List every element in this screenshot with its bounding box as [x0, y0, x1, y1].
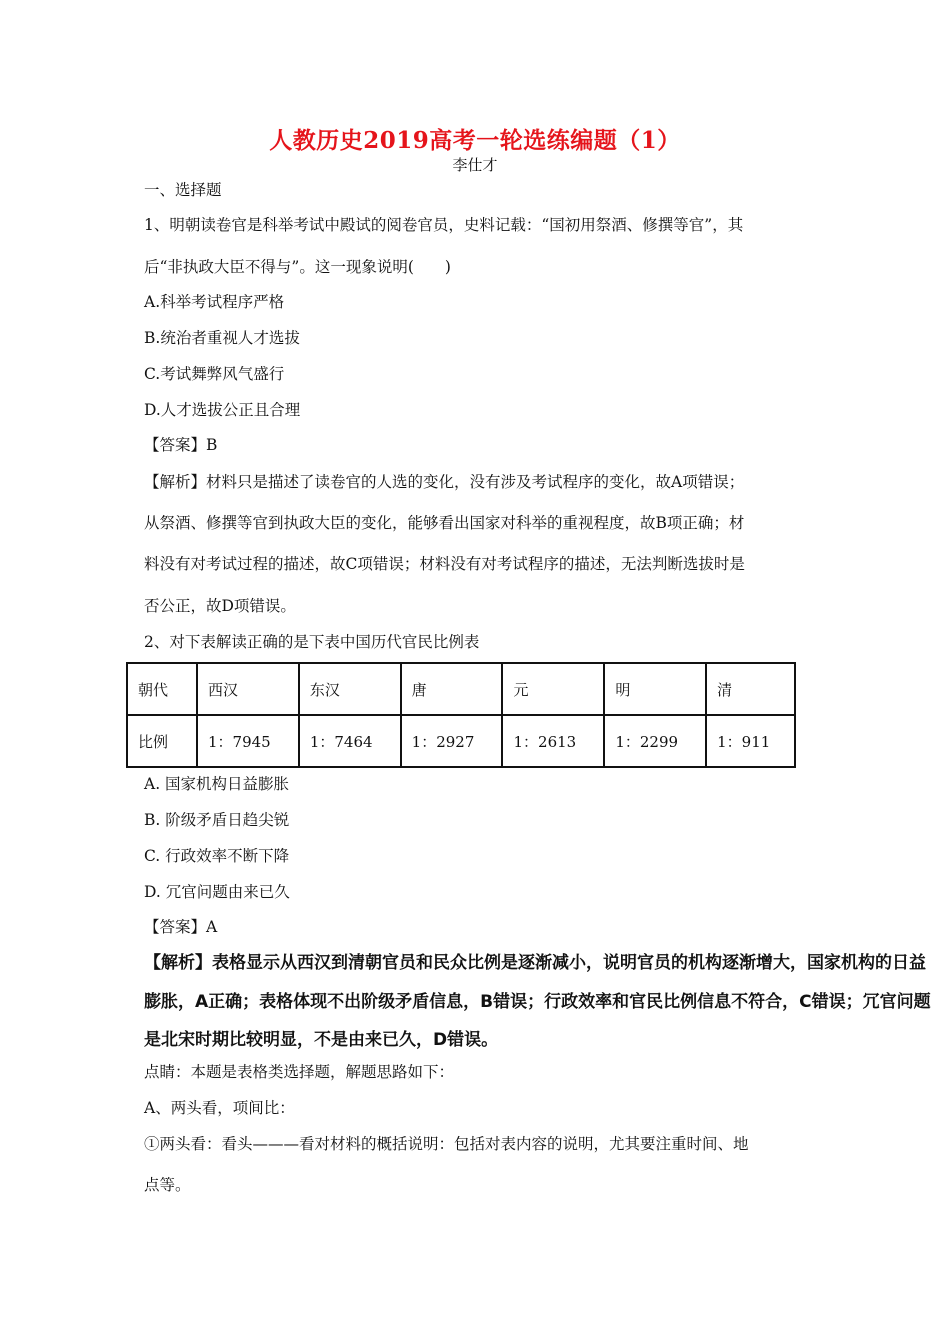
table-cell: 东汉	[299, 663, 401, 715]
q1-option-b: B.统治者重视人才选拔	[144, 329, 300, 347]
document-title: 人教历史2019高考一轮选练编题（1）	[269, 127, 681, 154]
table-cell: 1：2613	[502, 715, 604, 767]
q2-stem: 2、对下表解读正确的是下表中国历代官民比例表	[144, 633, 480, 651]
table-header-row	[127, 663, 795, 715]
table-cell: 清	[706, 663, 795, 715]
table-cell: 西汉	[197, 663, 299, 715]
q1-option-a: A.科举考试程序严格	[144, 293, 285, 311]
q2-tip-1-line1: ①两头看：看头———看对材料的概括说明：包括对表内容的说明，尤其要注重时间、地	[144, 1135, 749, 1153]
q2-analysis-line2: 膨胀，A正确；表格体现不出阶级矛盾信息，B错误；行政效率和官民比例信息不符合，C错误；冗官问题	[144, 992, 931, 1012]
q1-answer: 【答案】B	[144, 436, 218, 454]
table-cell: 朝代	[127, 663, 197, 715]
official-ratio-table	[126, 662, 796, 768]
table-cell: 元	[502, 663, 604, 715]
table-cell: 1：7464	[299, 715, 401, 767]
section-heading: 一、选择题	[144, 181, 222, 199]
q2-analysis-line1: 【解析】表格显示从西汉到清朝官员和民众比例是逐渐减小，说明官员的机构逐渐增大，国家机构的日益	[144, 953, 926, 973]
table-cell: 唐	[401, 663, 503, 715]
q2-option-b: B. 阶级矛盾日趋尖锐	[144, 811, 290, 829]
q1-analysis-line4: 否公正，故D项错误。	[144, 597, 296, 615]
q1-analysis-line3: 料没有对考试过程的描述，故C项错误；材料没有对考试程序的描述，无法判断选拔时是	[144, 555, 745, 573]
table-row	[127, 715, 795, 767]
q1-analysis-line1: 【解析】材料只是描述了读卷官的人选的变化，没有涉及考试程序的变化，故A项错误；	[144, 473, 745, 491]
q2-option-c: C. 行政效率不断下降	[144, 847, 290, 865]
q2-tip: 点睛：本题是表格类选择题，解题思路如下：	[144, 1063, 455, 1081]
table-cell: 1：2927	[401, 715, 503, 767]
q2-answer: 【答案】A	[144, 918, 218, 936]
q2-option-a: A. 国家机构日益膨胀	[144, 775, 290, 793]
q2-analysis-line3: 是北宋时期比较明显，不是由来已久，D错误。	[144, 1030, 499, 1050]
q1-stem-line2: 后“非执政大臣不得与”。这一现象说明( )	[144, 258, 451, 276]
q2-tip-1-line2: 点等。	[144, 1176, 191, 1194]
author-name: 李仕才	[452, 156, 498, 174]
q2-option-d: D. 冗官问题由来已久	[144, 883, 290, 901]
table-cell: 1：2299	[604, 715, 706, 767]
table-cell: 1：911	[706, 715, 795, 767]
q1-stem-line1: 1、明朝读卷官是科举考试中殿试的阅卷官员，史料记载：“国初用祭酒、修撰等官”，其	[144, 216, 744, 234]
table-cell: 比例	[127, 715, 197, 767]
q1-option-c: C.考试舞弊风气盛行	[144, 365, 285, 383]
q2-tip-a: A、两头看，项间比：	[144, 1099, 295, 1117]
table-cell: 明	[604, 663, 706, 715]
q1-analysis-line2: 从祭酒、修撰等官到执政大臣的变化，能够看出国家对科举的重视程度，故B项正确；材	[144, 514, 745, 532]
q1-option-d: D.人才选拔公正且合理	[144, 401, 301, 419]
table-cell: 1：7945	[197, 715, 299, 767]
